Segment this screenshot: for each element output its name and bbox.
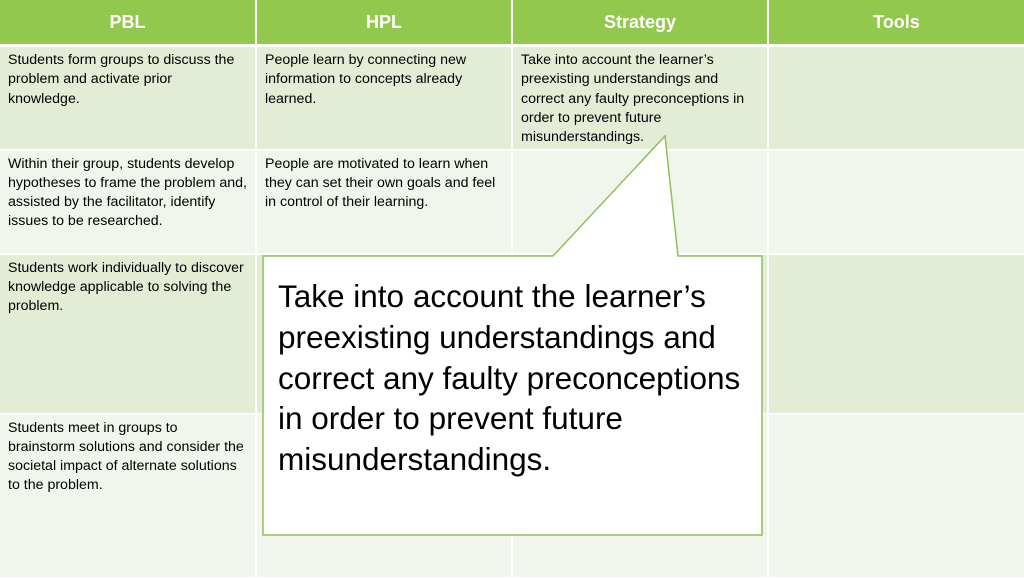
header-pbl: PBL	[0, 0, 256, 46]
header-strategy: Strategy	[512, 0, 768, 46]
cell-hpl: People are motivated to learn when they can set their own goals and feel in control of their learning.	[256, 150, 512, 254]
cell-pbl: Students meet in groups to brainstorm solutions and consider the societal impact of alternate solutions to the problem.	[0, 414, 256, 578]
cell-pbl: Students work individually to discover knowledge applicable to solving the problem.	[0, 254, 256, 414]
callout-text: Take into account the learner’s preexisting understandings and correct any faulty preconceptions in order to prevent future misunderstandings.	[278, 278, 741, 478]
cell-pbl: Students form groups to discuss the problem and activate prior knowledge.	[0, 46, 256, 150]
header-hpl: HPL	[256, 0, 512, 46]
cell-hpl: People learn by connecting new information to concepts already learned.	[256, 46, 512, 150]
header-tools: Tools	[768, 0, 1024, 46]
cell-pbl: Within their group, students develop hypotheses to frame the problem and, assisted by the facilitator, identify issues to be researched.	[0, 150, 256, 254]
cell-strategy: Take into account the learner’s preexisting understandings and correct any faulty preconceptions in order to prevent future misunderstandings.	[512, 46, 768, 150]
